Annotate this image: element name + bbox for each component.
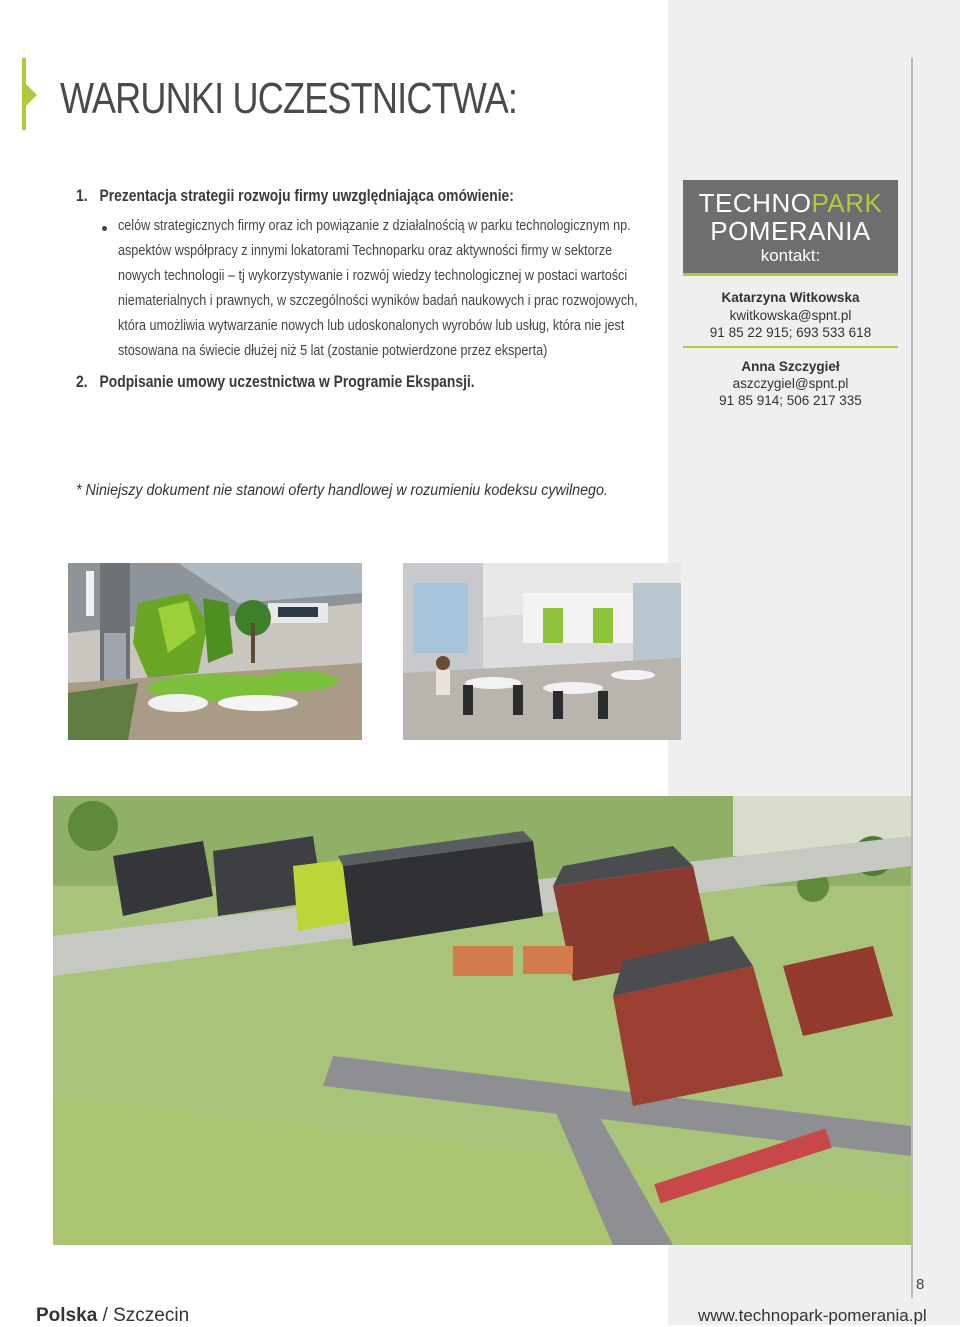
brand-logo-pomerania: POMERANIA xyxy=(710,216,871,246)
condition-1-text-line: nowych technologii – tj wykorzystywanie i rozwój wiedzy technologicznej w postaci wartości xyxy=(118,267,628,284)
cafeteria-image xyxy=(403,563,681,740)
lobby-illustration xyxy=(68,563,362,740)
condition-1-text-line: celów strategicznych firmy oraz ich powiązanie z działalnością w parku technologicznym np. xyxy=(118,217,631,234)
lobby-image xyxy=(68,563,362,740)
cafeteria-illustration xyxy=(403,563,681,740)
page-title: WARUNKI UCZESTNICTWA: xyxy=(60,74,518,123)
condition-2 xyxy=(76,373,475,392)
condition-2-number: 2. xyxy=(76,373,88,391)
footer-city: Szczecin xyxy=(113,1305,190,1326)
sidebar-divider xyxy=(911,58,913,1298)
condition-1-heading: Prezentacja strategii rozwoju firmy uwzględniająca omówienie: xyxy=(99,187,514,205)
brand-logo-park: PARK xyxy=(811,188,883,218)
bullet-icon xyxy=(102,226,107,231)
footer-location xyxy=(36,1305,189,1327)
campus-aerial-illustration xyxy=(53,796,911,1245)
brand-logo-box xyxy=(683,180,898,273)
contact-2-email[interactable]: aszczygiel@spnt.pl xyxy=(732,376,849,391)
condition-2-heading: Podpisanie umowy uczestnictwa w Programie Ekspansji. xyxy=(99,373,475,391)
title-arrow-icon xyxy=(26,84,37,106)
brand-underline xyxy=(683,273,898,276)
page-number: 8 xyxy=(916,1276,925,1293)
contact-1-name: Katarzyna Witkowska xyxy=(721,290,860,305)
contact-heading: kontakt: xyxy=(760,246,821,265)
footer-country: Polska xyxy=(36,1305,98,1326)
brand-logo xyxy=(683,188,898,219)
disclaimer: * Niniejszy dokument nie stanowi oferty handlowej w rozumieniu kodeksu cywilnego. xyxy=(76,482,608,499)
contact-1-email[interactable]: kwitkowska@spnt.pl xyxy=(729,308,852,323)
condition-1-number: 1. xyxy=(76,187,88,205)
brand-logo-techno: TECHNO xyxy=(698,188,812,218)
condition-1-text-line: aspektów współpracy z innymi lokatorami Technoparku oraz aktywności firmy w sektorze xyxy=(118,242,613,259)
condition-1-text-line: która umożliwia wytwarzanie nowych lub udoskonalonych wyrobów lub usług, która nie jest xyxy=(118,317,625,334)
condition-1 xyxy=(76,187,514,206)
condition-1-text-line: niematerialnych i prawnych, w szczególności wyników badań naukowych i prac rozwojowych, xyxy=(118,292,638,309)
condition-1-text-line: stosowana na świecie dłużej niż 5 lat (zostanie potwierdzone przez eksperta) xyxy=(118,342,548,359)
campus-aerial-image xyxy=(53,796,911,1245)
footer-url-link[interactable]: www.technopark-pomerania.pl xyxy=(698,1306,927,1325)
footer-separator: / xyxy=(97,1305,114,1326)
contact-separator xyxy=(683,346,898,348)
contact-2-phone: 91 85 914; 506 217 335 xyxy=(719,393,862,408)
contact-2-name: Anna Szczygieł xyxy=(741,359,840,374)
contact-1-phone: 91 85 22 915; 693 533 618 xyxy=(709,325,872,340)
